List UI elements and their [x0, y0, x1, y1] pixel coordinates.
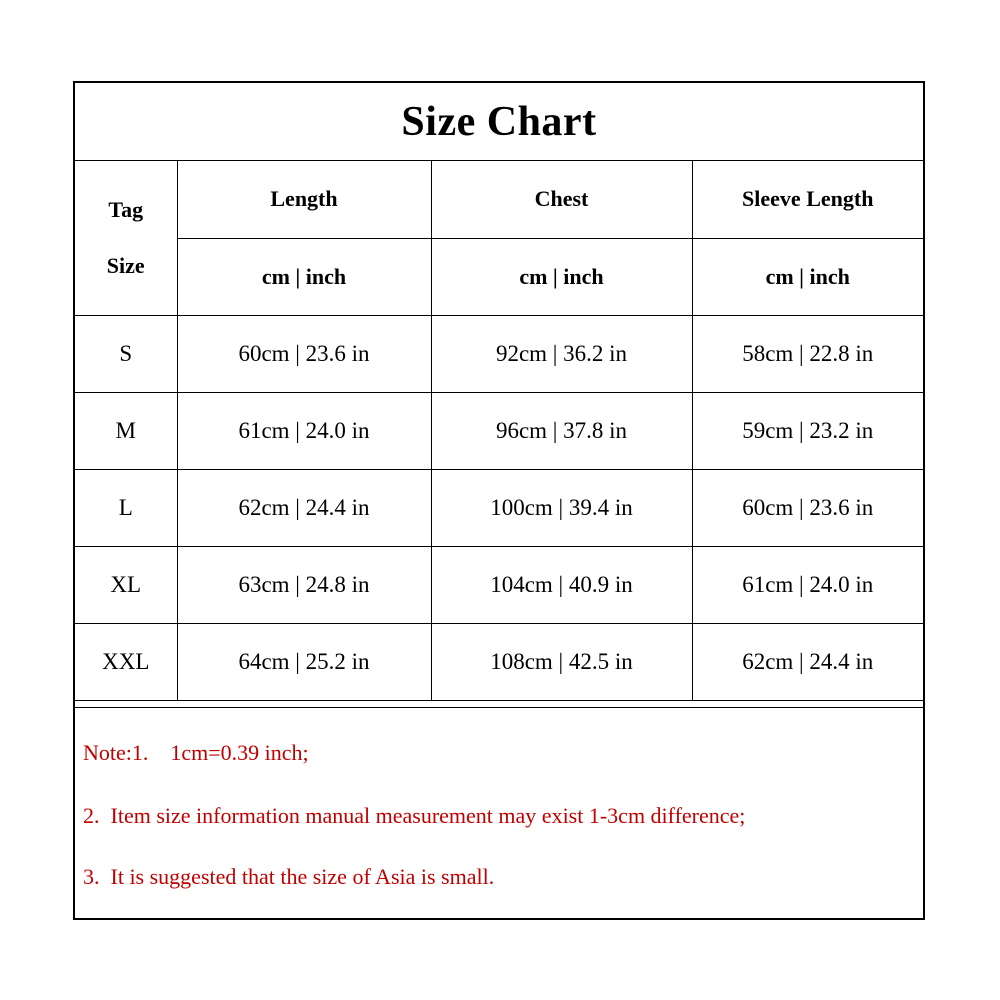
size-label: Size [106, 252, 145, 278]
note-line-2: 2. Item size information manual measurement may exist 1-3cm difference; [83, 803, 746, 828]
chest-cell: 108cm | 42.5 in [431, 623, 692, 700]
chest-cell: 100cm | 39.4 in [431, 469, 692, 546]
notes-section [75, 707, 923, 918]
table-row [75, 546, 923, 623]
chest-cell: 96cm | 37.8 in [431, 392, 692, 469]
sleeve-cell: 59cm | 23.2 in [692, 392, 923, 469]
sleeve-units: cm | inch [692, 238, 923, 315]
length-cell: 64cm | 25.2 in [177, 623, 431, 700]
sleeve-cell: 58cm | 22.8 in [692, 315, 923, 392]
sleeve-cell: 60cm | 23.6 in [692, 469, 923, 546]
page-title: Size Chart [401, 98, 597, 145]
table-row [75, 392, 923, 469]
table-row [75, 469, 923, 546]
note-line-3: 3. It is suggested that the size of Asia is small. [83, 864, 495, 889]
sleeve-length-header: Sleeve Length [692, 161, 923, 238]
length-cell: 60cm | 23.6 in [177, 315, 431, 392]
size-cell: XXL [75, 623, 177, 700]
units-row [75, 238, 923, 315]
length-cell: 61cm | 24.0 in [177, 392, 431, 469]
chest-header: Chest [431, 161, 692, 238]
table-row [75, 623, 923, 700]
sleeve-cell: 62cm | 24.4 in [692, 623, 923, 700]
size-cell: S [75, 315, 177, 392]
tag-size-header [75, 161, 177, 315]
length-header: Length [177, 161, 431, 238]
tag-label: Tag [108, 196, 144, 222]
length-cell: 63cm | 24.8 in [177, 546, 431, 623]
table-row [75, 315, 923, 392]
size-chart-frame [73, 81, 925, 920]
chest-units: cm | inch [431, 238, 692, 315]
note-line-1: Note:1. 1cm=0.39 inch; [83, 740, 309, 765]
size-cell: L [75, 469, 177, 546]
title-row [75, 83, 923, 161]
sleeve-cell: 61cm | 24.0 in [692, 546, 923, 623]
size-cell: XL [75, 546, 177, 623]
size-table [75, 161, 923, 701]
size-cell: M [75, 392, 177, 469]
length-cell: 62cm | 24.4 in [177, 469, 431, 546]
header-row [75, 161, 923, 238]
length-units: cm | inch [177, 238, 431, 315]
chest-cell: 92cm | 36.2 in [431, 315, 692, 392]
chest-cell: 104cm | 40.9 in [431, 546, 692, 623]
